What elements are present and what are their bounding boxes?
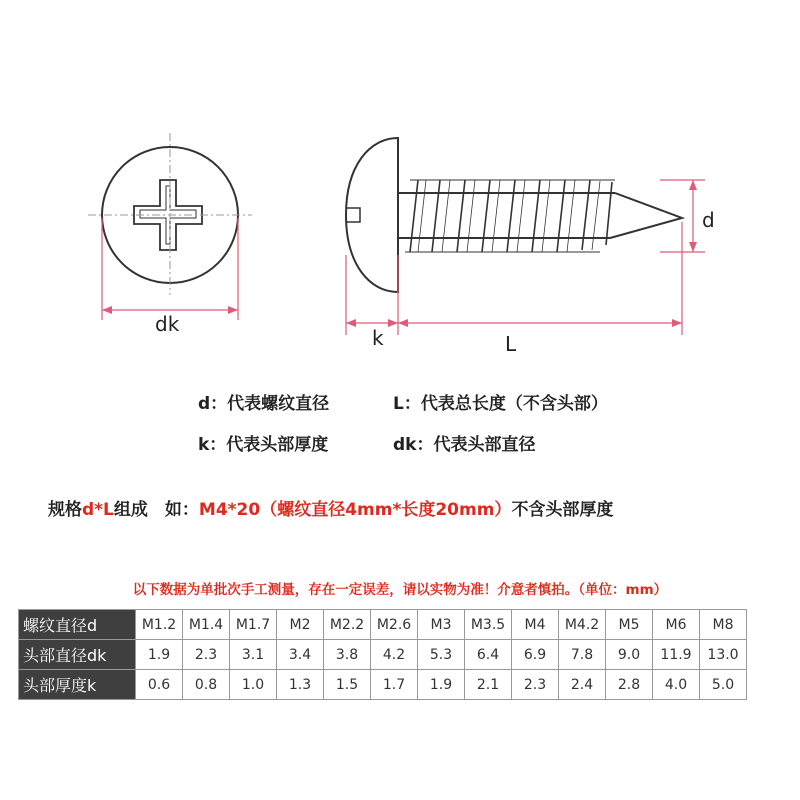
table-cell: 2.3 — [512, 670, 559, 700]
k-label: k — [372, 326, 384, 350]
table-cell: 4.2 — [371, 640, 418, 670]
legend-d: d：代表螺纹直径 — [198, 394, 330, 414]
table-cell: 3.4 — [277, 640, 324, 670]
table-cell: M4 — [512, 610, 559, 640]
spec-line — [48, 495, 613, 520]
table-cell: 6.9 — [512, 640, 559, 670]
table-row — [19, 610, 747, 640]
table-cell: 2.4 — [559, 670, 606, 700]
table-cell: 5.3 — [418, 640, 465, 670]
row-header: 头部厚度k — [19, 670, 136, 700]
row-header: 螺纹直径d — [19, 610, 136, 640]
center-lines — [88, 133, 252, 295]
table-cell: M2 — [277, 610, 324, 640]
table-cell: M1.7 — [230, 610, 277, 640]
table-cell: 6.4 — [465, 640, 512, 670]
table-cell: M6 — [653, 610, 700, 640]
table-cell: 9.0 — [606, 640, 653, 670]
thread-lines — [405, 180, 615, 252]
table-cell: 1.9 — [136, 640, 183, 670]
table-cell: M3 — [418, 610, 465, 640]
table-cell: M2.6 — [371, 610, 418, 640]
table-cell: M5 — [606, 610, 653, 640]
table-cell: 2.8 — [606, 670, 653, 700]
table-cell: 1.0 — [230, 670, 277, 700]
legend-L: L：代表总长度（不含头部） — [393, 394, 608, 414]
table-row — [19, 670, 747, 700]
table-row — [19, 640, 747, 670]
table-cell: M1.4 — [183, 610, 230, 640]
table-cell: M8 — [700, 610, 747, 640]
table-cell: 2.1 — [465, 670, 512, 700]
table-cell: 7.8 — [559, 640, 606, 670]
table-cell: M3.5 — [465, 610, 512, 640]
row-header: 头部直径dk — [19, 640, 136, 670]
spec-mid: 组成 如： — [113, 500, 199, 520]
table-cell: 4.0 — [653, 670, 700, 700]
table-cell: M4.2 — [559, 610, 606, 640]
table-cell: 1.3 — [277, 670, 324, 700]
spec-suffix: 不含头部厚度 — [511, 500, 614, 520]
table-cell: M1.2 — [136, 610, 183, 640]
table-cell: 0.8 — [183, 670, 230, 700]
table-cell: 3.8 — [324, 640, 371, 670]
L-label: L — [505, 332, 517, 356]
table-cell: 5.0 — [700, 670, 747, 700]
table-cell: 0.6 — [136, 670, 183, 700]
size-table — [18, 609, 747, 700]
dk-label: dk — [155, 312, 180, 336]
legend-dk: dk：代表头部直径 — [393, 435, 536, 455]
table-cell: 2.3 — [183, 640, 230, 670]
table-cell: 1.5 — [324, 670, 371, 700]
d-label: d — [702, 208, 715, 232]
measurement-notice: 以下数据为单批次手工测量，存在一定误差，请以实物为准！介意者慎拍。（单位：mm） — [132, 582, 668, 598]
table-cell: 3.1 — [230, 640, 277, 670]
spec-formula: d*L — [82, 500, 114, 520]
spec-prefix: 规格 — [48, 500, 82, 520]
screw-side-view — [346, 138, 682, 292]
table-cell: M2.2 — [324, 610, 371, 640]
screw-drawing — [0, 0, 800, 380]
table-cell: 1.7 — [371, 670, 418, 700]
table-cell: 13.0 — [700, 640, 747, 670]
legend-k: k：代表头部厚度 — [198, 435, 329, 455]
table-cell: 1.9 — [418, 670, 465, 700]
spec-example: M4*20（螺纹直径4mm*长度20mm） — [198, 500, 512, 520]
table-cell: 11.9 — [653, 640, 700, 670]
